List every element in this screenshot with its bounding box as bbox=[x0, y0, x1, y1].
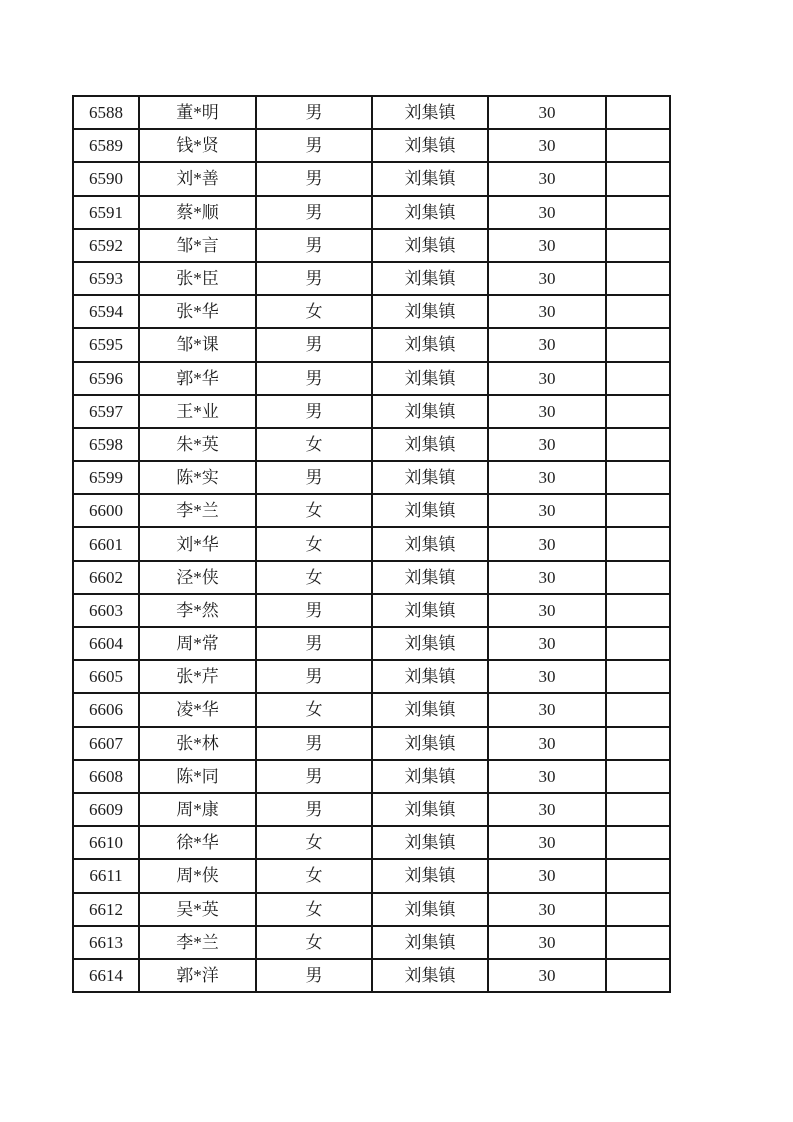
cell-town: 刘集镇 bbox=[372, 727, 488, 760]
table-row bbox=[73, 693, 670, 726]
cell-masked-name: 凌*华 bbox=[139, 693, 256, 726]
cell-amount: 30 bbox=[488, 328, 606, 361]
table-row bbox=[73, 959, 670, 992]
cell-empty bbox=[606, 527, 670, 560]
cell-masked-name: 钱*贤 bbox=[139, 129, 256, 162]
cell-empty bbox=[606, 760, 670, 793]
cell-town: 刘集镇 bbox=[372, 362, 488, 395]
cell-gender: 男 bbox=[256, 660, 372, 693]
cell-empty bbox=[606, 594, 670, 627]
table-row bbox=[73, 826, 670, 859]
cell-empty bbox=[606, 494, 670, 527]
cell-masked-name: 蔡*顺 bbox=[139, 196, 256, 229]
cell-masked-name: 王*业 bbox=[139, 395, 256, 428]
table-row bbox=[73, 760, 670, 793]
cell-masked-name: 张*林 bbox=[139, 727, 256, 760]
table-row bbox=[73, 594, 670, 627]
table-row bbox=[73, 926, 670, 959]
cell-serial-number: 6603 bbox=[73, 594, 139, 627]
cell-amount: 30 bbox=[488, 494, 606, 527]
cell-empty bbox=[606, 926, 670, 959]
cell-town: 刘集镇 bbox=[372, 859, 488, 892]
cell-masked-name: 陈*同 bbox=[139, 760, 256, 793]
cell-empty bbox=[606, 96, 670, 129]
cell-town: 刘集镇 bbox=[372, 395, 488, 428]
cell-amount: 30 bbox=[488, 229, 606, 262]
cell-town: 刘集镇 bbox=[372, 494, 488, 527]
cell-masked-name: 泾*侠 bbox=[139, 561, 256, 594]
cell-amount: 30 bbox=[488, 859, 606, 892]
cell-serial-number: 6602 bbox=[73, 561, 139, 594]
cell-serial-number: 6611 bbox=[73, 859, 139, 892]
cell-amount: 30 bbox=[488, 262, 606, 295]
cell-empty bbox=[606, 793, 670, 826]
cell-serial-number: 6592 bbox=[73, 229, 139, 262]
cell-gender: 女 bbox=[256, 693, 372, 726]
cell-gender: 男 bbox=[256, 760, 372, 793]
cell-town: 刘集镇 bbox=[372, 461, 488, 494]
cell-serial-number: 6598 bbox=[73, 428, 139, 461]
cell-gender: 男 bbox=[256, 727, 372, 760]
cell-gender: 女 bbox=[256, 561, 372, 594]
table-row bbox=[73, 461, 670, 494]
cell-amount: 30 bbox=[488, 561, 606, 594]
cell-amount: 30 bbox=[488, 196, 606, 229]
cell-gender: 男 bbox=[256, 959, 372, 992]
table-row bbox=[73, 229, 670, 262]
cell-amount: 30 bbox=[488, 793, 606, 826]
cell-amount: 30 bbox=[488, 129, 606, 162]
cell-masked-name: 郭*华 bbox=[139, 362, 256, 395]
cell-serial-number: 6610 bbox=[73, 826, 139, 859]
table-row bbox=[73, 96, 670, 129]
cell-empty bbox=[606, 162, 670, 195]
cell-town: 刘集镇 bbox=[372, 262, 488, 295]
cell-empty bbox=[606, 129, 670, 162]
cell-town: 刘集镇 bbox=[372, 129, 488, 162]
table-row bbox=[73, 328, 670, 361]
cell-empty bbox=[606, 428, 670, 461]
table-row bbox=[73, 660, 670, 693]
table-row bbox=[73, 428, 670, 461]
table-row bbox=[73, 527, 670, 560]
cell-empty bbox=[606, 627, 670, 660]
cell-gender: 男 bbox=[256, 129, 372, 162]
cell-masked-name: 周*康 bbox=[139, 793, 256, 826]
cell-serial-number: 6595 bbox=[73, 328, 139, 361]
cell-town: 刘集镇 bbox=[372, 826, 488, 859]
cell-empty bbox=[606, 693, 670, 726]
roster-table-body bbox=[73, 96, 670, 992]
cell-empty bbox=[606, 826, 670, 859]
cell-town: 刘集镇 bbox=[372, 328, 488, 361]
cell-serial-number: 6589 bbox=[73, 129, 139, 162]
cell-gender: 女 bbox=[256, 926, 372, 959]
cell-masked-name: 刘*华 bbox=[139, 527, 256, 560]
table-row bbox=[73, 395, 670, 428]
cell-gender: 女 bbox=[256, 859, 372, 892]
cell-amount: 30 bbox=[488, 693, 606, 726]
cell-gender: 男 bbox=[256, 96, 372, 129]
cell-town: 刘集镇 bbox=[372, 660, 488, 693]
cell-masked-name: 邹*课 bbox=[139, 328, 256, 361]
cell-masked-name: 邹*言 bbox=[139, 229, 256, 262]
cell-gender: 男 bbox=[256, 162, 372, 195]
cell-town: 刘集镇 bbox=[372, 196, 488, 229]
cell-amount: 30 bbox=[488, 527, 606, 560]
cell-town: 刘集镇 bbox=[372, 760, 488, 793]
table-row bbox=[73, 893, 670, 926]
table-row bbox=[73, 561, 670, 594]
cell-town: 刘集镇 bbox=[372, 926, 488, 959]
cell-amount: 30 bbox=[488, 428, 606, 461]
cell-serial-number: 6600 bbox=[73, 494, 139, 527]
cell-amount: 30 bbox=[488, 893, 606, 926]
cell-town: 刘集镇 bbox=[372, 96, 488, 129]
table-row bbox=[73, 129, 670, 162]
cell-gender: 男 bbox=[256, 229, 372, 262]
cell-gender: 男 bbox=[256, 594, 372, 627]
cell-empty bbox=[606, 362, 670, 395]
cell-serial-number: 6614 bbox=[73, 959, 139, 992]
cell-amount: 30 bbox=[488, 96, 606, 129]
cell-masked-name: 刘*善 bbox=[139, 162, 256, 195]
cell-gender: 女 bbox=[256, 494, 372, 527]
cell-town: 刘集镇 bbox=[372, 627, 488, 660]
cell-masked-name: 李*兰 bbox=[139, 494, 256, 527]
cell-town: 刘集镇 bbox=[372, 229, 488, 262]
cell-empty bbox=[606, 461, 670, 494]
cell-town: 刘集镇 bbox=[372, 527, 488, 560]
cell-gender: 女 bbox=[256, 295, 372, 328]
cell-empty bbox=[606, 295, 670, 328]
cell-empty bbox=[606, 893, 670, 926]
cell-serial-number: 6597 bbox=[73, 395, 139, 428]
cell-gender: 男 bbox=[256, 196, 372, 229]
cell-town: 刘集镇 bbox=[372, 162, 488, 195]
cell-amount: 30 bbox=[488, 395, 606, 428]
cell-serial-number: 6604 bbox=[73, 627, 139, 660]
cell-amount: 30 bbox=[488, 727, 606, 760]
cell-amount: 30 bbox=[488, 959, 606, 992]
table-row bbox=[73, 196, 670, 229]
cell-empty bbox=[606, 229, 670, 262]
cell-town: 刘集镇 bbox=[372, 594, 488, 627]
cell-empty bbox=[606, 859, 670, 892]
table-row bbox=[73, 859, 670, 892]
cell-empty bbox=[606, 395, 670, 428]
cell-amount: 30 bbox=[488, 362, 606, 395]
cell-amount: 30 bbox=[488, 627, 606, 660]
cell-amount: 30 bbox=[488, 295, 606, 328]
cell-masked-name: 周*常 bbox=[139, 627, 256, 660]
cell-gender: 女 bbox=[256, 527, 372, 560]
cell-empty bbox=[606, 959, 670, 992]
cell-amount: 30 bbox=[488, 760, 606, 793]
table-row bbox=[73, 627, 670, 660]
cell-gender: 女 bbox=[256, 428, 372, 461]
cell-town: 刘集镇 bbox=[372, 428, 488, 461]
cell-serial-number: 6607 bbox=[73, 727, 139, 760]
cell-amount: 30 bbox=[488, 660, 606, 693]
cell-masked-name: 张*臣 bbox=[139, 262, 256, 295]
cell-serial-number: 6606 bbox=[73, 693, 139, 726]
cell-empty bbox=[606, 328, 670, 361]
cell-gender: 男 bbox=[256, 627, 372, 660]
table-row bbox=[73, 162, 670, 195]
cell-masked-name: 陈*实 bbox=[139, 461, 256, 494]
cell-serial-number: 6599 bbox=[73, 461, 139, 494]
cell-town: 刘集镇 bbox=[372, 793, 488, 826]
cell-amount: 30 bbox=[488, 926, 606, 959]
roster-table bbox=[72, 95, 671, 993]
table-row bbox=[73, 494, 670, 527]
cell-gender: 男 bbox=[256, 395, 372, 428]
table-row bbox=[73, 262, 670, 295]
cell-gender: 男 bbox=[256, 461, 372, 494]
cell-masked-name: 李*兰 bbox=[139, 926, 256, 959]
cell-masked-name: 张*华 bbox=[139, 295, 256, 328]
cell-serial-number: 6593 bbox=[73, 262, 139, 295]
cell-gender: 男 bbox=[256, 793, 372, 826]
cell-masked-name: 朱*英 bbox=[139, 428, 256, 461]
cell-amount: 30 bbox=[488, 461, 606, 494]
table-row bbox=[73, 295, 670, 328]
cell-amount: 30 bbox=[488, 162, 606, 195]
cell-gender: 男 bbox=[256, 262, 372, 295]
cell-serial-number: 6588 bbox=[73, 96, 139, 129]
cell-gender: 女 bbox=[256, 826, 372, 859]
cell-gender: 男 bbox=[256, 328, 372, 361]
cell-empty bbox=[606, 561, 670, 594]
cell-serial-number: 6605 bbox=[73, 660, 139, 693]
cell-masked-name: 周*侠 bbox=[139, 859, 256, 892]
cell-serial-number: 6601 bbox=[73, 527, 139, 560]
cell-serial-number: 6591 bbox=[73, 196, 139, 229]
cell-empty bbox=[606, 660, 670, 693]
cell-empty bbox=[606, 727, 670, 760]
cell-masked-name: 李*然 bbox=[139, 594, 256, 627]
cell-town: 刘集镇 bbox=[372, 295, 488, 328]
cell-serial-number: 6612 bbox=[73, 893, 139, 926]
cell-masked-name: 徐*华 bbox=[139, 826, 256, 859]
cell-amount: 30 bbox=[488, 594, 606, 627]
cell-masked-name: 吴*英 bbox=[139, 893, 256, 926]
cell-town: 刘集镇 bbox=[372, 561, 488, 594]
cell-empty bbox=[606, 196, 670, 229]
table-row bbox=[73, 362, 670, 395]
cell-serial-number: 6613 bbox=[73, 926, 139, 959]
cell-serial-number: 6609 bbox=[73, 793, 139, 826]
cell-serial-number: 6608 bbox=[73, 760, 139, 793]
cell-serial-number: 6596 bbox=[73, 362, 139, 395]
cell-serial-number: 6590 bbox=[73, 162, 139, 195]
cell-masked-name: 董*明 bbox=[139, 96, 256, 129]
cell-gender: 女 bbox=[256, 893, 372, 926]
cell-serial-number: 6594 bbox=[73, 295, 139, 328]
table-row bbox=[73, 727, 670, 760]
cell-town: 刘集镇 bbox=[372, 893, 488, 926]
cell-town: 刘集镇 bbox=[372, 693, 488, 726]
cell-empty bbox=[606, 262, 670, 295]
cell-masked-name: 郭*洋 bbox=[139, 959, 256, 992]
cell-amount: 30 bbox=[488, 826, 606, 859]
cell-town: 刘集镇 bbox=[372, 959, 488, 992]
cell-gender: 男 bbox=[256, 362, 372, 395]
table-row bbox=[73, 793, 670, 826]
cell-masked-name: 张*芹 bbox=[139, 660, 256, 693]
